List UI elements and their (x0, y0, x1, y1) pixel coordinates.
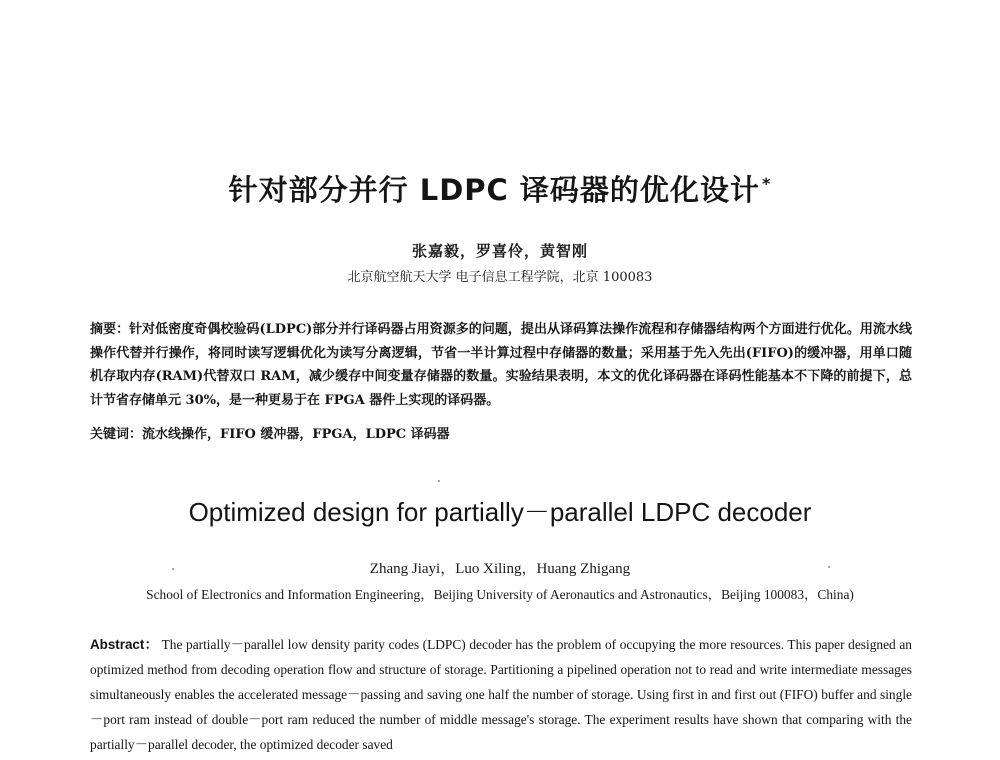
scan-speck (828, 566, 830, 568)
chinese-title-text: 针对部分并行 LDPC 译码器的优化设计 (228, 173, 760, 207)
chinese-abstract-text: 针对低密度奇偶校验码(LDPC)部分并行译码器占用资源多的问题，提出从译码算法操作流程和存储器结构两个方面进行优化。用流水线操作代替并行操作，将同时读写逻辑优化为读写分离逻辑，节省一半计算过程中存储器的数量；采用基于先入先出(FIFO)的缓冲器，用单口随机存取内存(RAM)代替双口 RAM，减少缓存中间变量存储器的数量。实验结果表明，本文的优化译码器在译码性能基本不下降的前提下，总计节省存储单元 30%，是一种更易于在 FPGA 器件上实现的译码器。 (90, 322, 912, 408)
chinese-keywords-text: 流水线操作，FIFO 缓冲器，FPGA，LDPC 译码器 (142, 427, 450, 442)
chinese-keywords-label: 关键词： (90, 427, 143, 442)
english-title: Optimized design for partially－parallel LDPC decoder (188, 497, 812, 527)
chinese-title (0, 168, 1000, 209)
chinese-affiliation: 北京航空航天大学 电子信息工程学院，北京 100083 (347, 270, 653, 285)
chinese-authors: 张嘉毅，罗喜伶，黄智刚 (411, 242, 588, 260)
chinese-abstract (90, 318, 912, 412)
english-authors: Zhang Jiayi，Luo Xiling，Huang Zhigang (369, 561, 631, 577)
chinese-keywords (90, 423, 912, 446)
english-abstract-text: The partially－parallel low density parity codes (LDPC) decoder has the problem of occupying the more resources. This paper designed an optimized method from decoding operation flow and structure of storage. Partitioning a pipelined operation not to read and write intermediate messages simultaneously enables the accelerated message－passing and saving one half the number of storage. Using first in and first out (FIFO) buffer and single－port ram instead of double－port ram reduced the number of middle message's storage. The experiment results have shown that comparing with the partially－parallel decoder, the optimized decoder saved (90, 637, 912, 752)
chinese-abstract-label: 摘要： (90, 322, 130, 337)
scan-speck (172, 568, 174, 570)
english-abstract (90, 632, 912, 757)
english-affiliation: School of Electronics and Information Engineering，Beijing University of Aeronautics and Astronautics，Beijing 100083，China) (146, 587, 854, 602)
english-abstract-label: Abstract： (90, 637, 159, 652)
title-footnote-mark: * (761, 174, 772, 194)
scan-speck (438, 480, 440, 482)
